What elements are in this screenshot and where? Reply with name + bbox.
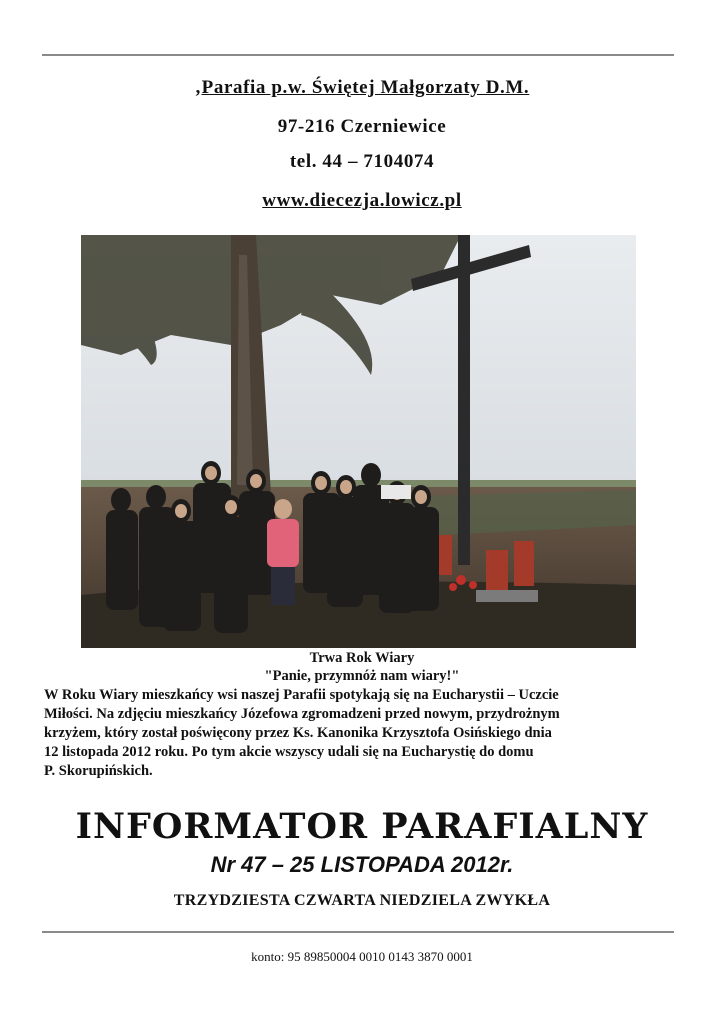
caption-line: W Roku Wiary mieszkańcy wsi naszej Parafii spotykają się na Eucharystii – Uczcie bbox=[44, 687, 559, 703]
parish-website-link[interactable]: www.diecezja.lowicz.pl bbox=[262, 190, 462, 211]
bank-account: konto: 95 89850004 0010 0143 3870 0001 bbox=[251, 949, 473, 964]
photo-illustration bbox=[81, 235, 636, 648]
caption-line: Miłości. Na zdjęciu mieszkańcy Józefowa zgromadzeni przed nowym, przydrożnym bbox=[44, 706, 560, 722]
cover-photo bbox=[81, 235, 636, 648]
top-divider bbox=[42, 54, 674, 56]
parish-postal-address: 97-216 Czerniewice bbox=[277, 116, 447, 137]
bottom-divider bbox=[42, 931, 674, 933]
caption-quote: "Panie, przymnóż nam wiary!" bbox=[264, 668, 460, 684]
caption-line: 12 listopada 2012 roku. Po tym akcie wszyscy udali się na Eucharystię do domu bbox=[44, 744, 534, 760]
liturgical-sunday: TRZYDZIESTA CZWARTA NIEDZIELA ZWYKŁA bbox=[173, 892, 551, 909]
caption-line: krzyżem, który został poświęcony przez Ks. Kanonika Krzysztofa Osińskiego dnia bbox=[44, 725, 552, 741]
parish-name: ‚Parafia p.w. Świętej Małgorzaty D.M. bbox=[194, 77, 530, 98]
caption-title: Trwa Rok Wiary bbox=[309, 650, 415, 666]
caption-line: P. Skorupińskich. bbox=[44, 763, 153, 779]
caption-body bbox=[44, 686, 674, 781]
bulletin-title: INFORMATOR PARAFIALNY bbox=[75, 806, 649, 847]
parish-phone: tel. 44 – 7104074 bbox=[289, 151, 435, 172]
issue-number-date: Nr 47 – 25 LISTOPADA 2012r. bbox=[210, 852, 514, 877]
